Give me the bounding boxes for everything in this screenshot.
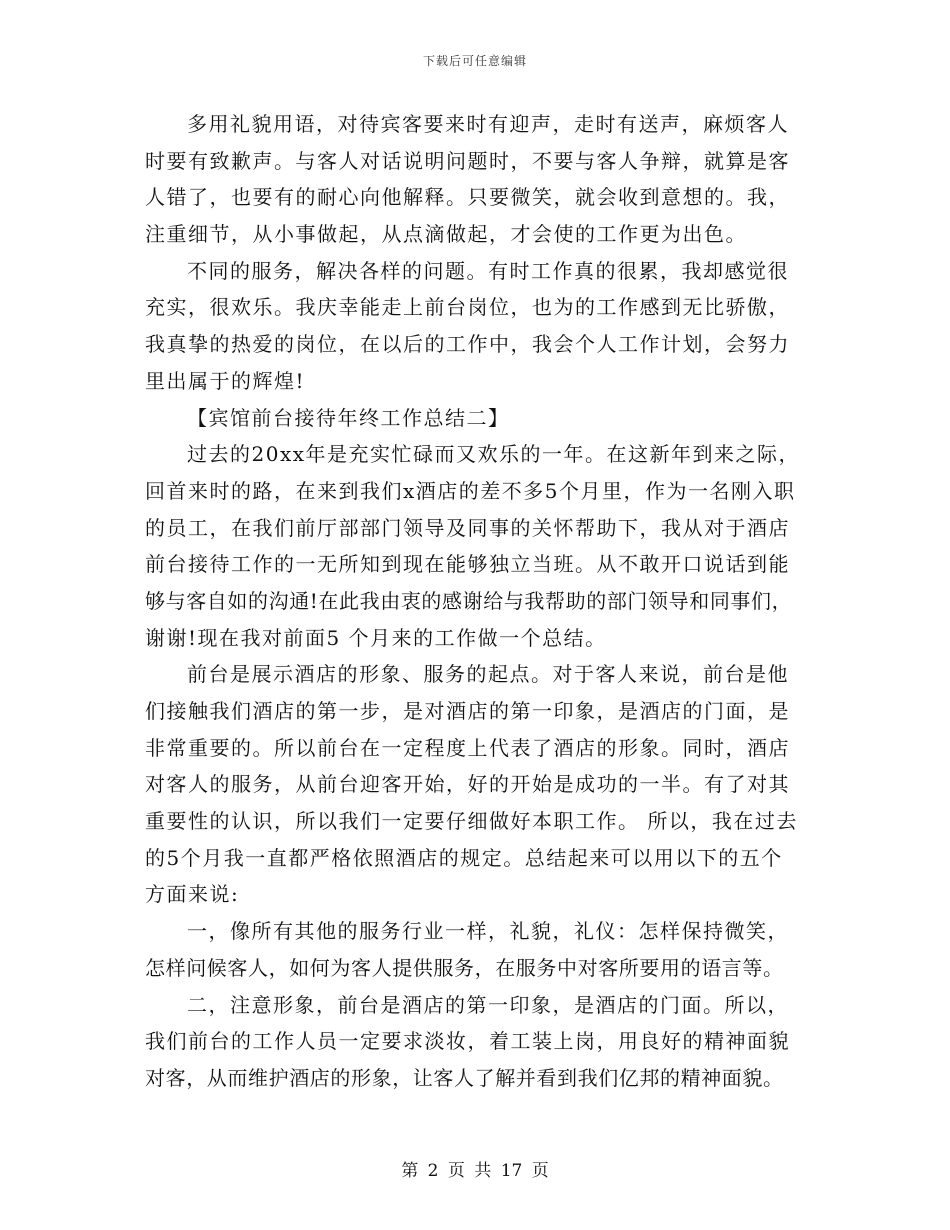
section-heading: 【宾馆前台接待年终工作总结二】 [187,405,510,430]
text-line: 对客人的服务，从前台迎客开始，好的开始是成功的一半。有了对其 [145,772,790,797]
text-line: 们接触我们酒店的第一步，是对酒店的第一印象，是酒店的门面，是 [145,699,790,723]
text-line: 注重细节，从小事做起，从点滴做起，才会使的工作更为出色。 [145,222,747,247]
text-line: 重要性的认识，所以我们一定要仔细做好本职工作。 所以，我在过去 [145,809,798,834]
text-line: 的5个月我一直都严格依照酒店的规定。总结起来可以用以下的五个 [145,845,783,870]
text-line: 我们前台的工作人员一定要求淡妆，着工装上岗，用良好的精神面貌 [145,1029,790,1054]
paragraph [145,987,810,1097]
text-line: 一，像所有其他的服务行业一样，礼貌，礼仪：怎样保持微笑， [187,919,789,944]
text-line: 对客，从而维护酒店的形象，让客人了解并看到我们亿邦的精神面貌。 [145,1065,784,1090]
text-line: 多用礼貌用语，对待宾客要来时有迎声，走时有送声，麻烦客人 [187,112,789,136]
paragraph [145,913,810,986]
text-line: 非常重要的。所以前台在一定程度上代表了酒店的形象。同时，酒店 [145,735,790,760]
paragraph [145,253,810,400]
text-line: 里出属于的辉煌! [145,368,306,393]
text-line: 过去的20xx年是充实忙碌而又欢乐的一年。在这新年到来之际， [187,442,801,467]
text-line: 充实，很欢乐。我庆幸能走上前台岗位，也为的工作感到无比骄傲， [145,295,790,320]
text-line: 方面来说: [145,882,240,907]
page-number: 第 2 页 共 17 页 [401,1161,549,1181]
text-line: 我真挚的热爱的岗位，在以后的工作中，我会个人工作计划，会努力 [145,332,790,357]
text-line: 的员工，在我们前厅部部门领导及同事的关怀帮助下，我从对于酒店 [145,515,790,540]
text-line: 时要有致歉声。与客人对话说明问题时，不要与客人争辩，就算是客 [145,148,790,173]
text-line: 前台接待工作的一无所知到现在能够独立当班。从不敢开口说话到能 [145,552,790,577]
page-header: 下载后可任意编辑 [422,54,527,68]
paragraph [145,656,810,913]
text-line: 回首来时的路，在来到我们x酒店的差不多5个月里，作为一名刚入职 [145,478,796,503]
section-title [145,400,810,437]
text-line: 二，注意形象，前台是酒店的第一印象，是酒店的门面。所以， [187,992,789,1017]
text-line: 怎样问候客人，如何为客人提供服务，在服务中对客所要用的语言等。 [145,955,784,980]
paragraph [145,436,810,656]
document-body [145,106,810,1097]
text-line: 人错了，也要有的耐心向他解释。只要微笑，就会收到意想的。我， [145,185,790,210]
text-line: 谢谢!现在我对前面5 个月来的工作做一个总结。 [145,625,607,650]
paragraph [145,106,810,253]
text-line: 前台是展示酒店的形象、服务的起点。对于客人来说，前台是他 [187,662,789,687]
text-line: 不同的服务，解决各样的问题。有时工作真的很累，我却感觉很 [187,258,789,283]
text-line: 够与客自如的沟通!在此我由衷的感谢给与我帮助的部门领导和同事们， [145,588,793,613]
